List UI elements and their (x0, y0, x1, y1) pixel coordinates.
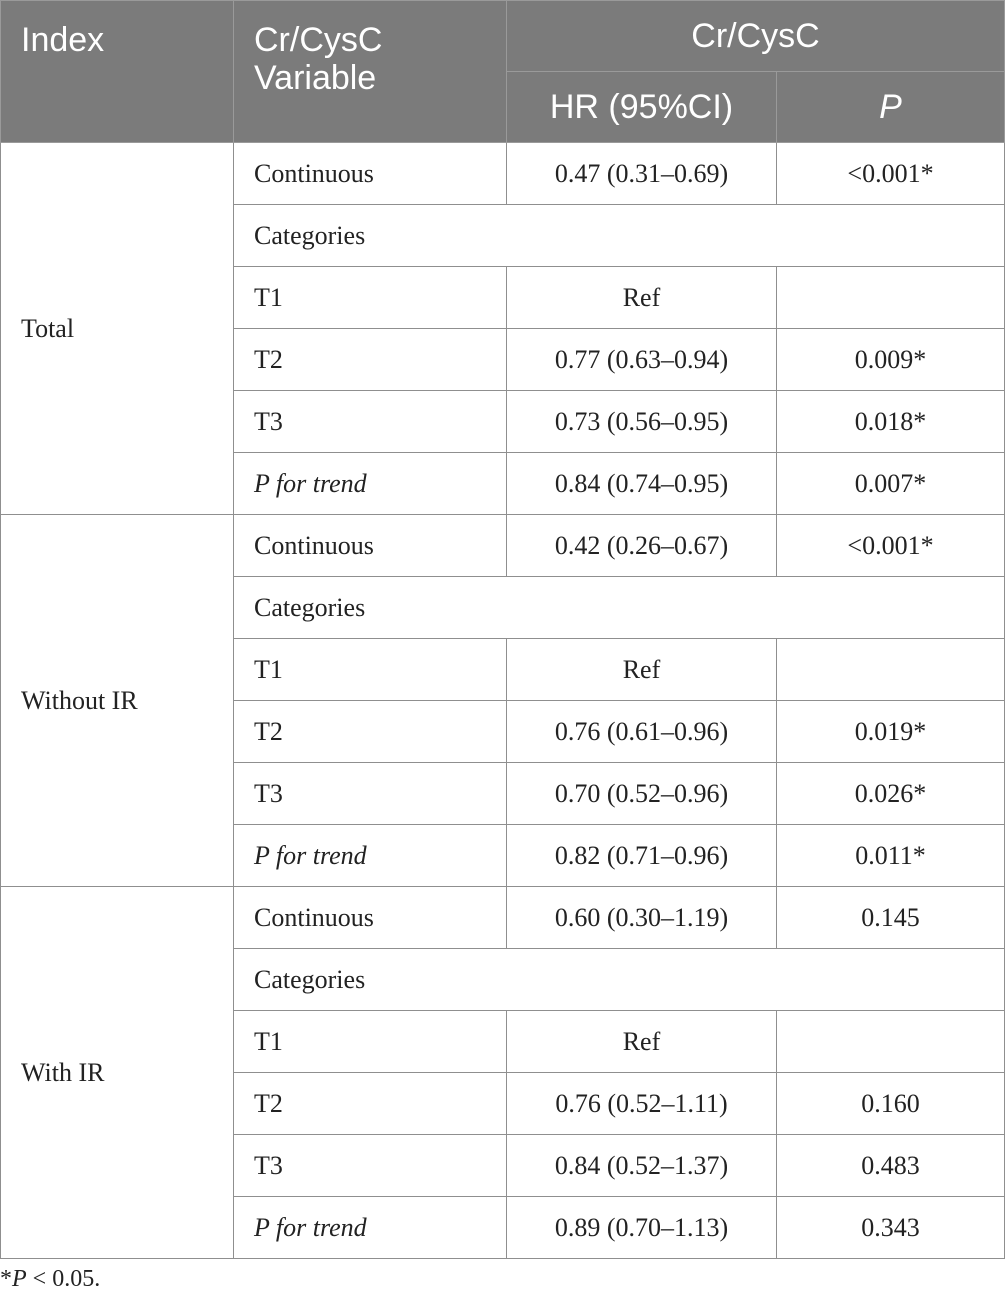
variable-cell: P for trend (234, 825, 507, 887)
p-value-cell: <0.001* (777, 515, 1005, 577)
variable-cell: Categories (234, 205, 1005, 267)
variable-cell: Categories (234, 949, 1005, 1011)
footnote-star: * (0, 1266, 12, 1292)
p-value-cell: 0.018* (777, 391, 1005, 453)
hr-cell: 0.73 (0.56–0.95) (507, 391, 777, 453)
variable-cell: T2 (234, 1073, 507, 1135)
hr-cell: 0.76 (0.52–1.11) (507, 1073, 777, 1135)
variable-cell: T3 (234, 391, 507, 453)
p-value-cell (777, 1011, 1005, 1073)
hr-cell: 0.77 (0.63–0.94) (507, 329, 777, 391)
group-label: Without IR (1, 515, 234, 887)
hr-cell: 0.60 (0.30–1.19) (507, 887, 777, 949)
p-value-cell: 0.026* (777, 763, 1005, 825)
variable-cell: T1 (234, 1011, 507, 1073)
variable-cell: T1 (234, 639, 507, 701)
hr-cell: 0.76 (0.61–0.96) (507, 701, 777, 763)
variable-cell: T2 (234, 329, 507, 391)
hr-cell: Ref (507, 1011, 777, 1073)
hr-cell: 0.84 (0.74–0.95) (507, 453, 777, 515)
hr-cell: 0.47 (0.31–0.69) (507, 143, 777, 205)
variable-cell: T3 (234, 763, 507, 825)
p-value-cell: 0.009* (777, 329, 1005, 391)
variable-cell: Continuous (234, 515, 507, 577)
table-row (1, 887, 1005, 949)
variable-cell: Categories (234, 577, 1005, 639)
table-row (1, 515, 1005, 577)
variable-column-header (234, 1, 507, 143)
group-label: Total (1, 143, 234, 515)
variable-header-line1: Cr/CysC (254, 21, 383, 59)
hr-cell: 0.42 (0.26–0.67) (507, 515, 777, 577)
p-value-cell: 0.483 (777, 1135, 1005, 1197)
hr-cell: Ref (507, 639, 777, 701)
variable-cell: T1 (234, 267, 507, 329)
variable-cell: P for trend (234, 453, 507, 515)
table-body (1, 143, 1005, 1259)
group-column-header: Cr/CysC (507, 1, 1005, 72)
hr-cell: 0.70 (0.52–0.96) (507, 763, 777, 825)
hr-cell: 0.84 (0.52–1.37) (507, 1135, 777, 1197)
footnote-text: < 0.05. (26, 1266, 101, 1292)
p-value-cell (777, 639, 1005, 701)
table-header (1, 1, 1005, 143)
group-label: With IR (1, 887, 234, 1259)
p-value-cell: 0.019* (777, 701, 1005, 763)
variable-cell: T3 (234, 1135, 507, 1197)
p-value-cell: 0.007* (777, 453, 1005, 515)
variable-cell: Continuous (234, 887, 507, 949)
p-value-cell: 0.011* (777, 825, 1005, 887)
variable-cell: P for trend (234, 1197, 507, 1259)
index-column-header: Index (1, 1, 234, 143)
variable-cell: T2 (234, 701, 507, 763)
p-value-cell: 0.160 (777, 1073, 1005, 1135)
p-column-header: P (777, 72, 1005, 143)
hr-column-header: HR (95%CI) (507, 72, 777, 143)
hr-cell: 0.82 (0.71–0.96) (507, 825, 777, 887)
variable-header-line2: Variable (254, 59, 377, 97)
hr-cell: Ref (507, 267, 777, 329)
p-value-cell: 0.145 (777, 887, 1005, 949)
footnote-p-symbol: P (12, 1266, 27, 1292)
p-value-cell: 0.343 (777, 1197, 1005, 1259)
table-row (1, 143, 1005, 205)
hr-cell: 0.89 (0.70–1.13) (507, 1197, 777, 1259)
variable-cell: Continuous (234, 143, 507, 205)
p-value-cell (777, 267, 1005, 329)
footnote (0, 1266, 100, 1293)
p-value-cell: <0.001* (777, 143, 1005, 205)
